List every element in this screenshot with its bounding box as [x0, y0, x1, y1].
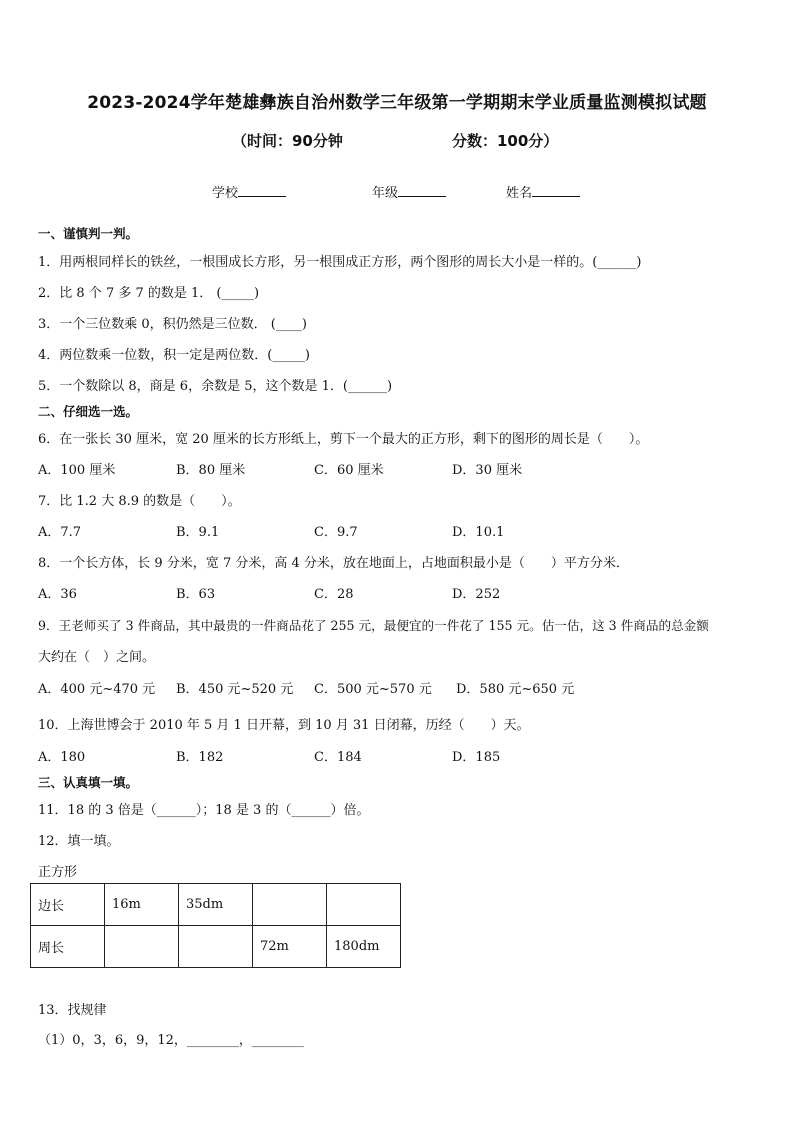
q8-option-a[interactable]: A．36 [38, 587, 77, 602]
q10-option-d[interactable]: D．185 [452, 750, 501, 765]
grade-label: 年级 [372, 186, 399, 201]
question-13-part-1: （1）0，3，6，9，12，________，________ [38, 1033, 304, 1048]
question-9-line1: 9．王老师买了 3 件商品，其中最贵的一件商品花了 255 元，最便宜的一件花了 155 元。估一估，这 3 件商品的总金额 [38, 618, 709, 633]
question-7: 7．比 1.2 大 8.9 的数是（ ）。 [38, 494, 241, 509]
name-field [506, 182, 580, 201]
school-field [212, 182, 286, 201]
section-heading-choose: 二、仔细选一选。 [38, 404, 139, 419]
q8-option-c[interactable]: C．28 [314, 587, 354, 602]
question-8: 8．一个长方体，长 9 分米，宽 7 分米，高 4 分米，放在地面上，占地面积最小是（ ）平方分米． [38, 556, 629, 571]
grade-field [372, 182, 446, 201]
q10-option-a[interactable]: A．180 [38, 750, 86, 765]
table-cell: 边长 [31, 884, 105, 926]
q7-option-a[interactable]: A．7.7 [38, 525, 82, 540]
q7-option-b[interactable]: B．9.1 [176, 525, 220, 540]
table-row [31, 926, 401, 968]
question-3: 3．一个三位数乘 0，积仍然是三位数． (____) [38, 317, 307, 332]
table-cell[interactable] [253, 884, 327, 926]
q9-option-b[interactable]: B．450 元~520 元 [176, 682, 294, 697]
question-1: 1．用两根同样长的铁丝，一根围成长方形，另一根围成正方形，两个图形的周长大小是一样的。(______) [38, 255, 642, 270]
table-cell[interactable] [179, 926, 253, 968]
q9-option-a[interactable]: A．400 元~470 元 [38, 682, 156, 697]
section-heading-fill: 三、认真填一填。 [38, 775, 139, 790]
q6-option-d[interactable]: D．30 厘米 [452, 463, 523, 478]
exam-time: （时间：90分钟 [232, 132, 343, 150]
table-row [31, 884, 401, 926]
name-label: 姓名 [506, 186, 533, 201]
question-5: 5．一个数除以 8，商是 6，余数是 5，这个数是 1．(______) [38, 379, 393, 394]
exam-score: 分数：100分） [452, 132, 559, 150]
q9-option-c[interactable]: C．500 元~570 元 [314, 682, 432, 697]
table-caption: 正方形 [38, 865, 78, 880]
question-2: 2．比 8 个 7 多 7 的数是 1． (_____) [38, 286, 260, 301]
table-cell: 180dm [327, 926, 401, 968]
q6-option-b[interactable]: B．80 厘米 [176, 463, 246, 478]
square-table [30, 883, 401, 968]
table-cell: 周长 [31, 926, 105, 968]
name-blank[interactable] [532, 184, 580, 197]
q10-option-b[interactable]: B．182 [176, 750, 224, 765]
q10-option-c[interactable]: C．184 [314, 750, 362, 765]
q8-option-b[interactable]: B．63 [176, 587, 216, 602]
q9-option-d[interactable]: D．580 元~650 元 [456, 682, 575, 697]
school-label: 学校 [212, 186, 239, 201]
question-9-line2: 大约在（ ）之间。 [38, 650, 156, 665]
q6-option-c[interactable]: C．60 厘米 [314, 463, 384, 478]
section-heading-judge: 一、谨慎判一判。 [38, 226, 139, 241]
grade-blank[interactable] [398, 184, 446, 197]
table-cell: 72m [253, 926, 327, 968]
q6-option-a[interactable]: A．100 厘米 [38, 463, 116, 478]
table-cell[interactable] [327, 884, 401, 926]
q7-option-d[interactable]: D．10.1 [452, 525, 505, 540]
table-cell: 16m [105, 884, 179, 926]
question-6: 6．在一张长 30 厘米，宽 20 厘米的长方形纸上，剪下一个最大的正方形，剩下的图形的周长是（ ）。 [38, 432, 649, 447]
school-blank[interactable] [238, 184, 286, 197]
q8-option-d[interactable]: D．252 [452, 587, 501, 602]
table-cell: 35dm [179, 884, 253, 926]
q7-option-c[interactable]: C．9.7 [314, 525, 358, 540]
question-10: 10．上海世博会于 2010 年 5 月 1 日开幕，到 10 月 31 日闭幕，历经（ ）天。 [38, 718, 530, 733]
question-11: 11．18 的 3 倍是（______）；18 是 3 的（______）倍。 [38, 803, 370, 818]
question-12: 12．填一填。 [38, 834, 120, 849]
question-13: 13．找规律 [38, 1003, 107, 1018]
table-cell[interactable] [105, 926, 179, 968]
question-4: 4．两位数乘一位数，积一定是两位数．(_____) [38, 348, 310, 363]
page-title: 2023-2024学年楚雄彝族自治州数学三年级第一学期期末学业质量监测模拟试题 [87, 93, 707, 113]
